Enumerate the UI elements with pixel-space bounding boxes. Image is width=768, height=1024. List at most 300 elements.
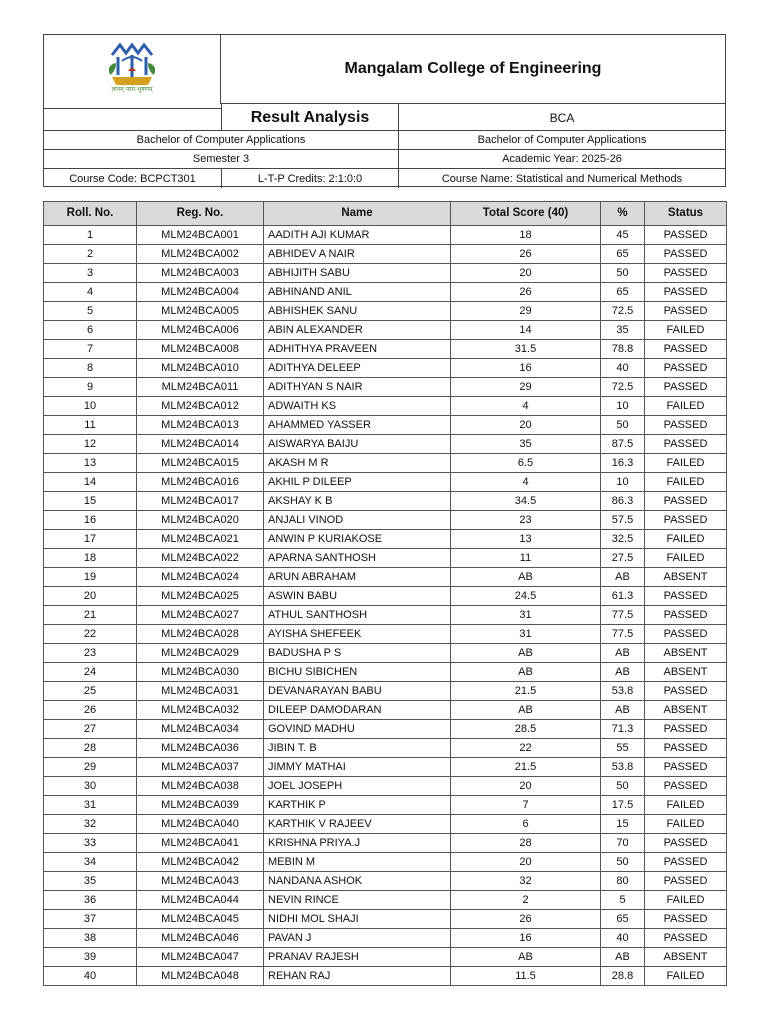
reg-no-cell: MLM24BCA004: [137, 283, 264, 302]
status-cell: PASSED: [645, 777, 727, 796]
status-cell: PASSED: [645, 283, 727, 302]
score-cell: 26: [451, 910, 601, 929]
table-row: [44, 853, 727, 872]
score-cell: 32: [451, 872, 601, 891]
percent-cell: 40: [601, 359, 645, 378]
table-row: [44, 758, 727, 777]
percent-cell: AB: [601, 701, 645, 720]
reg-no-cell: MLM24BCA014: [137, 435, 264, 454]
roll-no-cell: 22: [44, 625, 137, 644]
score-cell: 29: [451, 378, 601, 397]
roll-no-cell: 21: [44, 606, 137, 625]
col-roll-no: Roll. No.: [44, 202, 137, 226]
name-cell: AYISHA SHEFEEK: [264, 625, 451, 644]
reg-no-cell: MLM24BCA013: [137, 416, 264, 435]
reg-no-cell: MLM24BCA011: [137, 378, 264, 397]
name-cell: ANJALI VINOD: [264, 511, 451, 530]
name-cell: REHAN RAJ: [264, 967, 451, 986]
header-block: [43, 34, 726, 187]
roll-no-cell: 34: [44, 853, 137, 872]
status-cell: FAILED: [645, 473, 727, 492]
score-cell: 16: [451, 359, 601, 378]
score-cell: 18: [451, 226, 601, 245]
reg-no-cell: MLM24BCA027: [137, 606, 264, 625]
name-cell: AHAMMED YASSER: [264, 416, 451, 435]
name-cell: AKSHAY K B: [264, 492, 451, 511]
name-cell: ADHITHYA PRAVEEN: [264, 340, 451, 359]
roll-no-cell: 31: [44, 796, 137, 815]
percent-cell: 40: [601, 929, 645, 948]
reg-no-cell: MLM24BCA047: [137, 948, 264, 967]
percent-cell: 65: [601, 283, 645, 302]
name-cell: ABHINAND ANIL: [264, 283, 451, 302]
name-cell: AKHIL P DILEEP: [264, 473, 451, 492]
reg-no-cell: MLM24BCA021: [137, 530, 264, 549]
reg-no-cell: MLM24BCA041: [137, 834, 264, 853]
status-cell: FAILED: [645, 891, 727, 910]
reg-no-cell: MLM24BCA016: [137, 473, 264, 492]
roll-no-cell: 33: [44, 834, 137, 853]
score-cell: 21.5: [451, 682, 601, 701]
score-cell: 28.5: [451, 720, 601, 739]
table-row: [44, 378, 727, 397]
name-cell: ABHIDEV A NAIR: [264, 245, 451, 264]
semester-row: [44, 149, 725, 168]
percent-cell: 86.3: [601, 492, 645, 511]
name-cell: ADITHYA DELEEP: [264, 359, 451, 378]
score-cell: 2: [451, 891, 601, 910]
percent-cell: 71.3: [601, 720, 645, 739]
ltp-credits: L-T-P Credits: 2:1:0:0: [221, 169, 398, 188]
reg-no-cell: MLM24BCA024: [137, 568, 264, 587]
status-cell: PASSED: [645, 340, 727, 359]
col-status: Status: [645, 202, 727, 226]
status-cell: PASSED: [645, 739, 727, 758]
table-row: [44, 682, 727, 701]
reg-no-cell: MLM24BCA039: [137, 796, 264, 815]
table-row: [44, 891, 727, 910]
semester: Semester 3: [192, 153, 250, 165]
reg-no-cell: MLM24BCA025: [137, 587, 264, 606]
program-full-left: Bachelor of Computer Applications: [136, 134, 306, 146]
status-cell: PASSED: [645, 435, 727, 454]
name-cell: ADITHYAN S NAIR: [264, 378, 451, 397]
roll-no-cell: 24: [44, 663, 137, 682]
roll-no-cell: 30: [44, 777, 137, 796]
percent-cell: 5: [601, 891, 645, 910]
score-cell: AB: [451, 948, 601, 967]
name-cell: DILEEP DAMODARAN: [264, 701, 451, 720]
roll-no-cell: 9: [44, 378, 137, 397]
table-row: [44, 777, 727, 796]
reg-no-cell: MLM24BCA046: [137, 929, 264, 948]
roll-no-cell: 27: [44, 720, 137, 739]
reg-no-cell: MLM24BCA038: [137, 777, 264, 796]
logo-caption: ज्ञानम् परमं भूषणम्: [111, 86, 153, 93]
table-row: [44, 549, 727, 568]
score-cell: 23: [451, 511, 601, 530]
score-cell: 11.5: [451, 967, 601, 986]
percent-cell: 57.5: [601, 511, 645, 530]
status-cell: FAILED: [645, 549, 727, 568]
score-cell: AB: [451, 663, 601, 682]
status-cell: PASSED: [645, 606, 727, 625]
table-row: [44, 530, 727, 549]
percent-cell: 53.8: [601, 758, 645, 777]
table-row: [44, 796, 727, 815]
name-cell: MEBIN M: [264, 853, 451, 872]
status-cell: PASSED: [645, 226, 727, 245]
roll-no-cell: 32: [44, 815, 137, 834]
status-cell: FAILED: [645, 530, 727, 549]
roll-no-cell: 12: [44, 435, 137, 454]
reg-no-cell: MLM24BCA002: [137, 245, 264, 264]
percent-cell: 10: [601, 473, 645, 492]
percent-cell: AB: [601, 644, 645, 663]
percent-cell: 65: [601, 910, 645, 929]
reg-no-cell: MLM24BCA001: [137, 226, 264, 245]
score-cell: 28: [451, 834, 601, 853]
status-cell: FAILED: [645, 397, 727, 416]
table-row: [44, 967, 727, 986]
status-cell: PASSED: [645, 587, 727, 606]
roll-no-cell: 14: [44, 473, 137, 492]
roll-no-cell: 39: [44, 948, 137, 967]
score-cell: 14: [451, 321, 601, 340]
program-row: [44, 130, 725, 149]
percent-cell: 27.5: [601, 549, 645, 568]
reg-no-cell: MLM24BCA044: [137, 891, 264, 910]
percent-cell: AB: [601, 948, 645, 967]
score-cell: AB: [451, 644, 601, 663]
percent-cell: 35: [601, 321, 645, 340]
percent-cell: 77.5: [601, 606, 645, 625]
status-cell: PASSED: [645, 682, 727, 701]
roll-no-cell: 40: [44, 967, 137, 986]
roll-no-cell: 7: [44, 340, 137, 359]
roll-no-cell: 13: [44, 454, 137, 473]
roll-no-cell: 4: [44, 283, 137, 302]
roll-no-cell: 28: [44, 739, 137, 758]
col-name: Name: [264, 202, 451, 226]
percent-cell: 50: [601, 777, 645, 796]
score-cell: 4: [451, 473, 601, 492]
table-row: [44, 321, 727, 340]
roll-no-cell: 26: [44, 701, 137, 720]
percent-cell: 61.3: [601, 587, 645, 606]
name-cell: ASWIN BABU: [264, 587, 451, 606]
percent-cell: 78.8: [601, 340, 645, 359]
reg-no-cell: MLM24BCA048: [137, 967, 264, 986]
reg-no-cell: MLM24BCA010: [137, 359, 264, 378]
course-code: Course Code: BCPCT301: [69, 172, 196, 185]
score-cell: 6: [451, 815, 601, 834]
results-body: [44, 226, 727, 986]
score-cell: 26: [451, 245, 601, 264]
reg-no-cell: MLM24BCA045: [137, 910, 264, 929]
status-cell: PASSED: [645, 853, 727, 872]
status-cell: PASSED: [645, 492, 727, 511]
reg-no-cell: MLM24BCA020: [137, 511, 264, 530]
percent-cell: 10: [601, 397, 645, 416]
roll-no-cell: 5: [44, 302, 137, 321]
score-cell: 26: [451, 283, 601, 302]
table-row: [44, 701, 727, 720]
percent-cell: 77.5: [601, 625, 645, 644]
roll-no-cell: 19: [44, 568, 137, 587]
table-row: [44, 473, 727, 492]
status-cell: ABSENT: [645, 663, 727, 682]
name-cell: PAVAN J: [264, 929, 451, 948]
status-cell: ABSENT: [645, 701, 727, 720]
score-cell: 29: [451, 302, 601, 321]
roll-no-cell: 15: [44, 492, 137, 511]
status-cell: PASSED: [645, 834, 727, 853]
logo-cell: [44, 35, 221, 104]
status-cell: PASSED: [645, 359, 727, 378]
table-row: [44, 359, 727, 378]
name-cell: BADUSHA P S: [264, 644, 451, 663]
table-row: [44, 644, 727, 663]
roll-no-cell: 1: [44, 226, 137, 245]
score-cell: 31: [451, 606, 601, 625]
score-cell: 16: [451, 929, 601, 948]
status-cell: FAILED: [645, 454, 727, 473]
name-cell: ANWIN P KURIAKOSE: [264, 530, 451, 549]
reg-no-cell: MLM24BCA042: [137, 853, 264, 872]
percent-cell: 15: [601, 815, 645, 834]
status-cell: PASSED: [645, 264, 727, 283]
status-cell: ABSENT: [645, 948, 727, 967]
percent-cell: 32.5: [601, 530, 645, 549]
roll-no-cell: 11: [44, 416, 137, 435]
program-short: BCA: [398, 104, 725, 131]
name-cell: JIBIN T. B: [264, 739, 451, 758]
roll-no-cell: 2: [44, 245, 137, 264]
percent-cell: 50: [601, 416, 645, 435]
name-cell: ADWAITH KS: [264, 397, 451, 416]
table-row: [44, 492, 727, 511]
status-cell: PASSED: [645, 929, 727, 948]
reg-no-cell: MLM24BCA012: [137, 397, 264, 416]
table-row: [44, 606, 727, 625]
table-row: [44, 625, 727, 644]
program-full-right: Bachelor of Computer Applications: [398, 131, 725, 149]
name-cell: JIMMY MATHAI: [264, 758, 451, 777]
table-row: [44, 435, 727, 454]
logo-gap-line: [44, 104, 221, 109]
score-cell: 20: [451, 777, 601, 796]
name-cell: AKASH M R: [264, 454, 451, 473]
percent-cell: 87.5: [601, 435, 645, 454]
table-row: [44, 948, 727, 967]
score-cell: 6.5: [451, 454, 601, 473]
roll-no-cell: 10: [44, 397, 137, 416]
score-cell: 34.5: [451, 492, 601, 511]
table-row: [44, 245, 727, 264]
table-row: [44, 910, 727, 929]
name-cell: KARTHIK V RAJEEV: [264, 815, 451, 834]
percent-cell: 80: [601, 872, 645, 891]
title-row: [44, 104, 725, 131]
table-row: [44, 720, 727, 739]
table-row: [44, 226, 727, 245]
table-row: [44, 568, 727, 587]
roll-no-cell: 36: [44, 891, 137, 910]
roll-no-cell: 20: [44, 587, 137, 606]
percent-cell: AB: [601, 663, 645, 682]
percent-cell: 17.5: [601, 796, 645, 815]
name-cell: KRISHNA PRIYA.J: [264, 834, 451, 853]
name-cell: NEVIN RINCE: [264, 891, 451, 910]
course-name: Course Name: Statistical and Numerical Methods: [398, 169, 725, 188]
col-percent: %: [601, 202, 645, 226]
score-cell: 11: [451, 549, 601, 568]
reg-no-cell: MLM24BCA036: [137, 739, 264, 758]
roll-no-cell: 6: [44, 321, 137, 340]
roll-no-cell: 25: [44, 682, 137, 701]
roll-no-cell: 23: [44, 644, 137, 663]
roll-no-cell: 17: [44, 530, 137, 549]
percent-cell: 45: [601, 226, 645, 245]
score-cell: 20: [451, 264, 601, 283]
table-row: [44, 454, 727, 473]
status-cell: PASSED: [645, 416, 727, 435]
percent-cell: 70: [601, 834, 645, 853]
score-cell: AB: [451, 701, 601, 720]
status-cell: PASSED: [645, 872, 727, 891]
name-cell: ABHIJITH SABU: [264, 264, 451, 283]
reg-no-cell: MLM24BCA037: [137, 758, 264, 777]
table-row: [44, 815, 727, 834]
score-cell: 35: [451, 435, 601, 454]
roll-no-cell: 35: [44, 872, 137, 891]
reg-no-cell: MLM24BCA022: [137, 549, 264, 568]
reg-no-cell: MLM24BCA005: [137, 302, 264, 321]
status-cell: PASSED: [645, 720, 727, 739]
roll-no-cell: 37: [44, 910, 137, 929]
table-row: [44, 929, 727, 948]
name-cell: ATHUL SANTHOSH: [264, 606, 451, 625]
table-row: [44, 663, 727, 682]
college-name: Mangalam College of Engineering: [344, 60, 602, 77]
reg-no-cell: MLM24BCA017: [137, 492, 264, 511]
name-cell: PRANAV RAJESH: [264, 948, 451, 967]
name-cell: NANDANA ASHOK: [264, 872, 451, 891]
status-cell: PASSED: [645, 378, 727, 397]
percent-cell: 72.5: [601, 378, 645, 397]
score-cell: 4: [451, 397, 601, 416]
table-row: [44, 264, 727, 283]
table-row: [44, 340, 727, 359]
table-row: [44, 283, 727, 302]
name-cell: GOVIND MADHU: [264, 720, 451, 739]
name-cell: AADITH AJI KUMAR: [264, 226, 451, 245]
status-cell: ABSENT: [645, 644, 727, 663]
score-cell: AB: [451, 568, 601, 587]
percent-cell: AB: [601, 568, 645, 587]
name-cell: ABIN ALEXANDER: [264, 321, 451, 340]
score-cell: 20: [451, 853, 601, 872]
name-cell: JOEL JOSEPH: [264, 777, 451, 796]
reg-no-cell: MLM24BCA008: [137, 340, 264, 359]
status-cell: FAILED: [645, 321, 727, 340]
status-cell: ABSENT: [645, 568, 727, 587]
status-cell: FAILED: [645, 967, 727, 986]
name-cell: KARTHIK P: [264, 796, 451, 815]
roll-no-cell: 16: [44, 511, 137, 530]
percent-cell: 28.8: [601, 967, 645, 986]
score-cell: 31.5: [451, 340, 601, 359]
table-row: [44, 511, 727, 530]
score-cell: 7: [451, 796, 601, 815]
reg-no-cell: MLM24BCA015: [137, 454, 264, 473]
status-cell: PASSED: [645, 511, 727, 530]
roll-no-cell: 18: [44, 549, 137, 568]
table-row: [44, 397, 727, 416]
table-row: [44, 416, 727, 435]
percent-cell: 16.3: [601, 454, 645, 473]
table-header-row: [44, 202, 727, 226]
table-row: [44, 834, 727, 853]
course-row: [44, 168, 725, 188]
reg-no-cell: MLM24BCA003: [137, 264, 264, 283]
reg-no-cell: MLM24BCA031: [137, 682, 264, 701]
table-row: [44, 872, 727, 891]
status-cell: PASSED: [645, 758, 727, 777]
percent-cell: 50: [601, 264, 645, 283]
reg-no-cell: MLM24BCA029: [137, 644, 264, 663]
percent-cell: 50: [601, 853, 645, 872]
academic-year: Academic Year: 2025-26: [398, 150, 725, 168]
score-cell: 22: [451, 739, 601, 758]
name-cell: AISWARYA BAIJU: [264, 435, 451, 454]
status-cell: FAILED: [645, 815, 727, 834]
college-name-cell: [221, 35, 725, 104]
reg-no-cell: MLM24BCA043: [137, 872, 264, 891]
table-row: [44, 587, 727, 606]
score-cell: 13: [451, 530, 601, 549]
col-reg-no: Reg. No.: [137, 202, 264, 226]
reg-no-cell: MLM24BCA032: [137, 701, 264, 720]
roll-no-cell: 38: [44, 929, 137, 948]
percent-cell: 65: [601, 245, 645, 264]
score-cell: 20: [451, 416, 601, 435]
percent-cell: 53.8: [601, 682, 645, 701]
results-table: [43, 201, 727, 986]
roll-no-cell: 29: [44, 758, 137, 777]
status-cell: PASSED: [645, 245, 727, 264]
reg-no-cell: MLM24BCA028: [137, 625, 264, 644]
name-cell: BICHU SIBICHEN: [264, 663, 451, 682]
table-row: [44, 739, 727, 758]
name-cell: ARUN ABRAHAM: [264, 568, 451, 587]
status-cell: FAILED: [645, 796, 727, 815]
reg-no-cell: MLM24BCA034: [137, 720, 264, 739]
score-cell: 21.5: [451, 758, 601, 777]
status-cell: PASSED: [645, 302, 727, 321]
reg-no-cell: MLM24BCA030: [137, 663, 264, 682]
status-cell: PASSED: [645, 910, 727, 929]
name-cell: NIDHI MOL SHAJI: [264, 910, 451, 929]
score-cell: 24.5: [451, 587, 601, 606]
score-cell: 31: [451, 625, 601, 644]
reg-no-cell: MLM24BCA006: [137, 321, 264, 340]
reg-no-cell: MLM24BCA040: [137, 815, 264, 834]
percent-cell: 55: [601, 739, 645, 758]
name-cell: APARNA SANTHOSH: [264, 549, 451, 568]
report-title: Result Analysis: [221, 104, 398, 131]
